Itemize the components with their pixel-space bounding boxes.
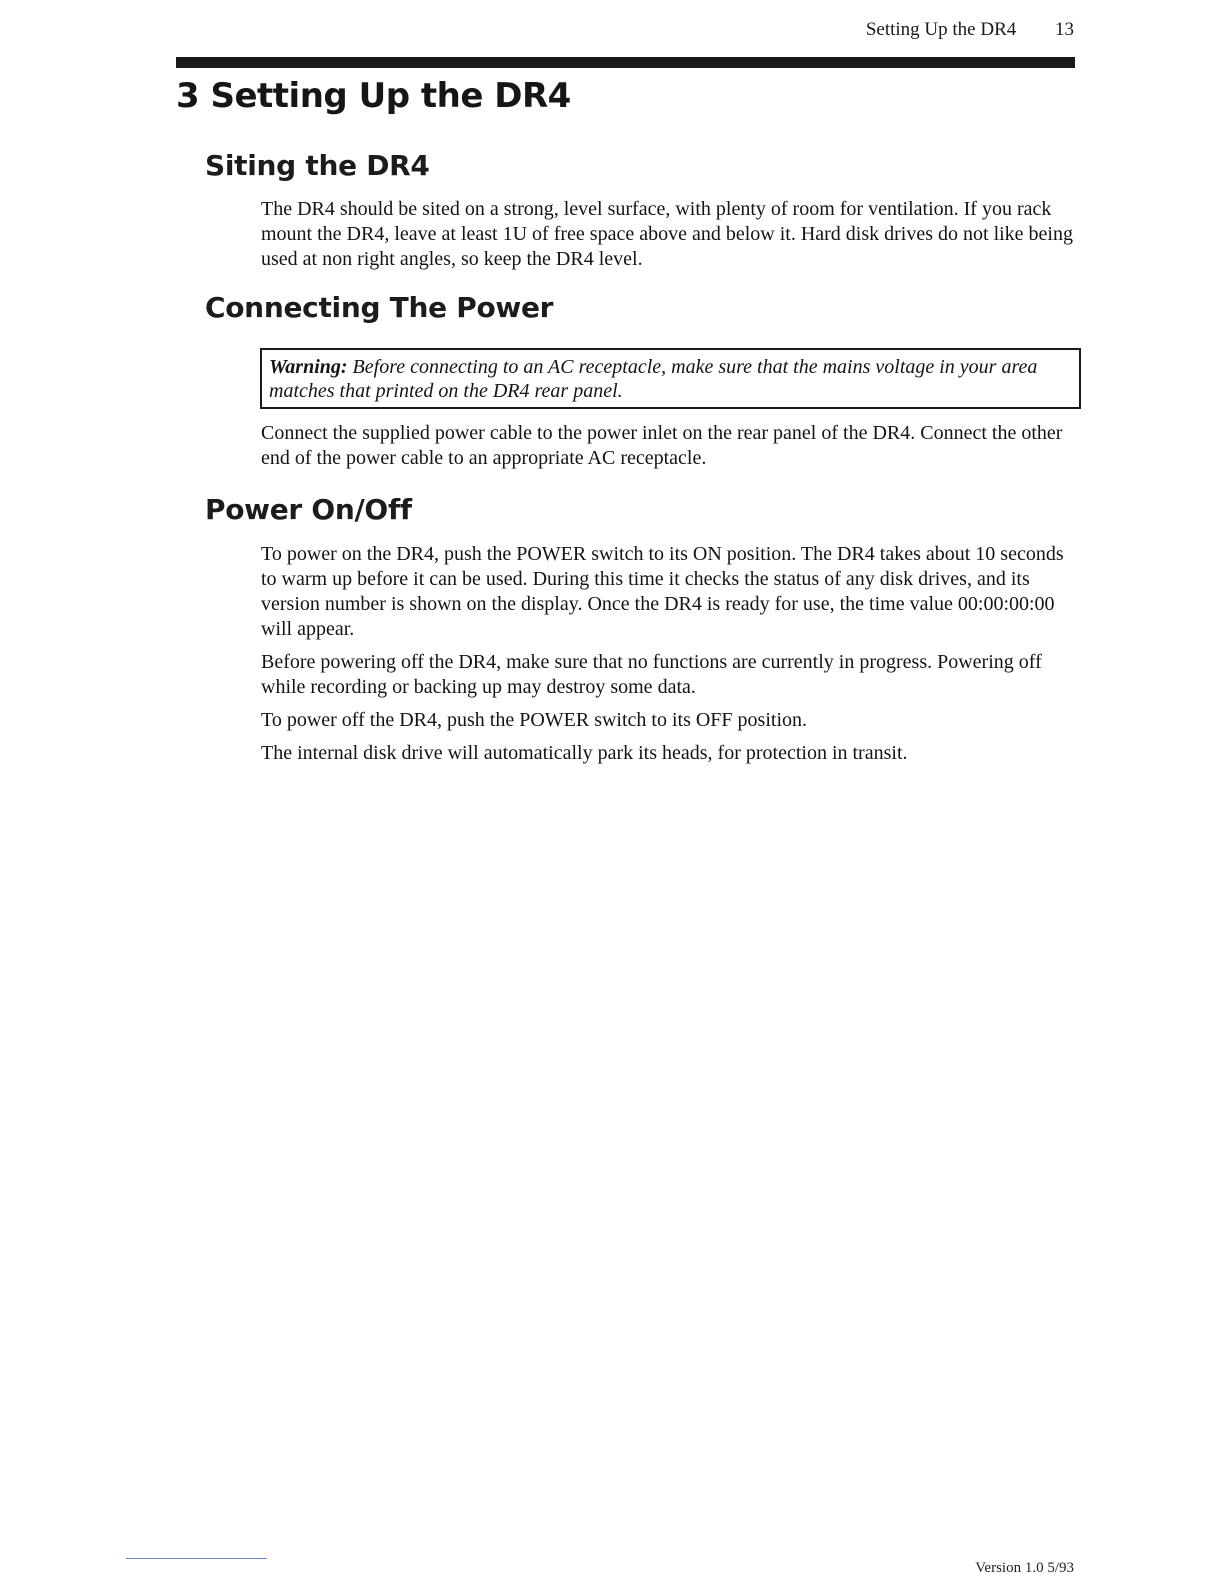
warning-box [260,348,1081,409]
header-rule [176,57,1075,68]
paragraph: Connect the supplied power cable to the power inlet on the rear panel of the DR4. Connect the other end of the power cable to an appropriate AC receptacle. [261,422,1063,469]
chapter-title: 3 Setting Up the DR4 [176,76,571,116]
running-title: Setting Up the DR4 [865,19,1017,40]
paragraph: Before powering off the DR4, make sure that no functions are currently in progress. Powering off while recording or backing up may destroy some data. [261,651,1042,698]
paragraph: To power off the DR4, push the POWER switch to its OFF position. [261,709,808,731]
paragraph: The DR4 should be sited on a strong, level surface, with plenty of room for ventilation. If you rack mount the DR4, leave at least 1U of free space above and below it. Hard disk drives do not like being used at non right angles, so keep the DR4 level. [261,198,1073,270]
section-heading-siting: Siting the DR4 [205,149,430,182]
section-body-siting [261,197,1076,280]
footer-rule [126,1558,267,1559]
warning-label: Warning: [269,356,348,378]
section-heading-onoff: Power On/Off [205,493,412,526]
section-body-power [261,421,1076,479]
paragraph: The internal disk drive will automatically park its heads, for protection in transit. [261,742,908,764]
page-number: 13 [1055,19,1074,40]
footer-version: Version 1.0 5/93 [975,1560,1074,1576]
section-heading-power: Connecting The Power [205,291,554,324]
paragraph: To power on the DR4, push the POWER switch to its ON position. The DR4 takes about 10 seconds to warm up before it can be used. During this time it checks the status of any disk drives, and its version number is shown on the display. Once the DR4 is ready for use, the time value 00:00:00:00 will appear. [261,543,1064,640]
warning-text: Before connecting to an AC receptacle, make sure that the mains voltage in your area matches that printed on the DR4 rear panel. [269,356,1038,402]
running-header [866,19,1074,41]
section-body-onoff [261,542,1076,774]
